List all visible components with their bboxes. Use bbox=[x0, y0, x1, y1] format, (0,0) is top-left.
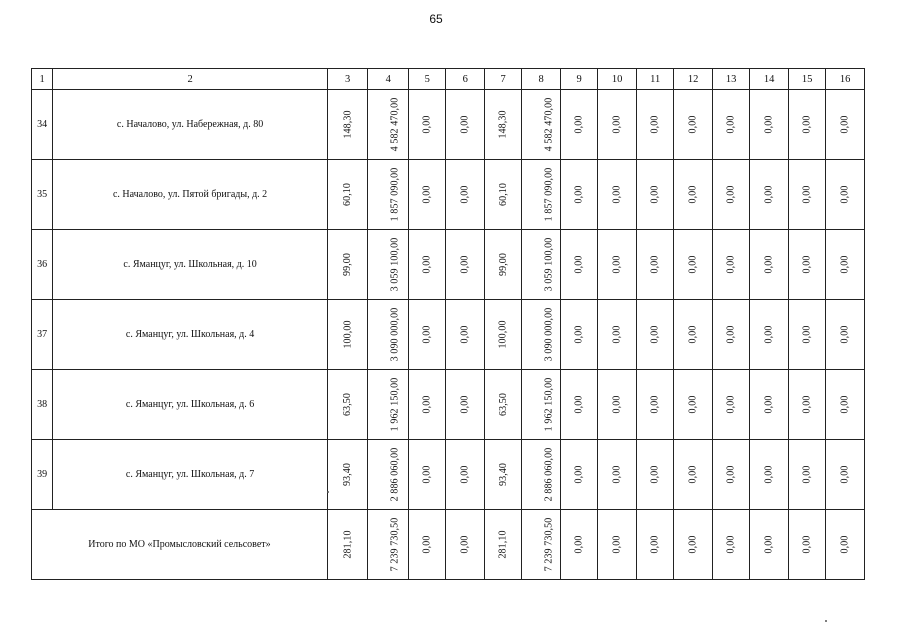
value-cell-col-3 bbox=[327, 230, 368, 300]
value-text: 4 582 470,00 bbox=[543, 97, 555, 152]
value-cell-col-14 bbox=[750, 160, 789, 230]
table-row bbox=[32, 230, 865, 300]
value-text: 0,00 bbox=[687, 465, 699, 484]
value-cell-col-10 bbox=[598, 160, 637, 230]
row-index: 34 bbox=[32, 90, 53, 160]
value-text: 93,40 bbox=[342, 463, 354, 486]
value-cell-col-8 bbox=[522, 160, 561, 230]
value-text: 148,30 bbox=[342, 110, 354, 139]
value-cell-col-4 bbox=[368, 160, 409, 230]
value-text: 0,00 bbox=[725, 255, 737, 274]
total-value-cell-col-16 bbox=[826, 510, 865, 580]
column-header-15: 15 bbox=[788, 69, 825, 90]
value-text: 148,30 bbox=[497, 110, 509, 139]
value-cell-col-13 bbox=[712, 90, 749, 160]
total-value-cell-col-15 bbox=[788, 510, 825, 580]
value-cell-col-10 bbox=[598, 440, 637, 510]
value-text: 0,00 bbox=[573, 325, 585, 344]
value-cell-col-6 bbox=[446, 440, 485, 510]
table-row bbox=[32, 370, 865, 440]
value-text: 99,00 bbox=[342, 253, 354, 276]
value-cell-col-14 bbox=[750, 300, 789, 370]
value-text: 0,00 bbox=[687, 115, 699, 134]
value-cell-col-11 bbox=[636, 160, 673, 230]
value-cell-col-9 bbox=[560, 300, 597, 370]
value-cell-col-9 bbox=[560, 90, 597, 160]
column-header-12: 12 bbox=[674, 69, 713, 90]
value-cell-col-8 bbox=[522, 300, 561, 370]
value-cell-col-5 bbox=[408, 440, 445, 510]
value-cell-col-5 bbox=[408, 370, 445, 440]
value-text: 0,00 bbox=[421, 115, 433, 134]
header-row bbox=[32, 69, 865, 90]
total-label: Итого по МО «Промысловский сельсовет» bbox=[32, 510, 328, 580]
value-text: 1 962 150,00 bbox=[389, 377, 401, 432]
value-cell-col-11 bbox=[636, 370, 673, 440]
row-address: с. Началово, ул. Набережная, д. 80 bbox=[53, 90, 328, 160]
value-text: 0,00 bbox=[459, 115, 471, 134]
value-text: 0,00 bbox=[725, 115, 737, 134]
value-text: 0,00 bbox=[459, 465, 471, 484]
value-text: 100,00 bbox=[342, 320, 354, 349]
value-cell-col-10 bbox=[598, 230, 637, 300]
value-cell-col-4 bbox=[368, 370, 409, 440]
value-text: 0,00 bbox=[763, 465, 775, 484]
value-text: 0,00 bbox=[763, 255, 775, 274]
value-cell-col-5 bbox=[408, 230, 445, 300]
value-cell-col-7 bbox=[484, 230, 521, 300]
total-value-text: 0,00 bbox=[725, 535, 737, 554]
value-cell-col-8 bbox=[522, 230, 561, 300]
value-text: 0,00 bbox=[649, 115, 661, 134]
value-text: 0,00 bbox=[611, 185, 623, 204]
value-text: 0,00 bbox=[421, 185, 433, 204]
value-cell-col-12 bbox=[674, 160, 713, 230]
total-value-text: 0,00 bbox=[687, 535, 699, 554]
row-address: с. Яманцуг, ул. Школьная, д. 7 bbox=[53, 440, 328, 510]
value-text: 1 857 090,00 bbox=[389, 167, 401, 222]
total-value-text: 7 239 730,50 bbox=[389, 517, 401, 572]
value-cell-col-16 bbox=[826, 440, 865, 510]
value-text: 0,00 bbox=[649, 395, 661, 414]
value-cell-col-16 bbox=[826, 230, 865, 300]
column-header-13: 13 bbox=[712, 69, 749, 90]
value-text: 0,00 bbox=[611, 255, 623, 274]
value-cell-col-6 bbox=[446, 230, 485, 300]
total-value-cell-col-13 bbox=[712, 510, 749, 580]
column-header-1: 1 bbox=[32, 69, 53, 90]
value-text: 0,00 bbox=[801, 395, 813, 414]
value-cell-col-15 bbox=[788, 230, 825, 300]
value-cell-col-4 bbox=[368, 90, 409, 160]
value-cell-col-8 bbox=[522, 370, 561, 440]
column-header-5: 5 bbox=[408, 69, 445, 90]
value-cell-col-8 bbox=[522, 90, 561, 160]
value-cell-col-11 bbox=[636, 230, 673, 300]
page-number: 65 bbox=[429, 12, 443, 26]
value-text: 0,00 bbox=[611, 465, 623, 484]
total-value-cell-col-10 bbox=[598, 510, 637, 580]
value-text: 63,50 bbox=[497, 393, 509, 416]
value-cell-col-12 bbox=[674, 440, 713, 510]
value-text: 0,00 bbox=[649, 465, 661, 484]
column-header-8: 8 bbox=[522, 69, 561, 90]
value-cell-col-14 bbox=[750, 370, 789, 440]
row-index: 36 bbox=[32, 230, 53, 300]
value-cell-col-3 bbox=[327, 90, 368, 160]
column-header-7: 7 bbox=[484, 69, 521, 90]
value-cell-col-16 bbox=[826, 370, 865, 440]
value-cell-col-14 bbox=[750, 230, 789, 300]
value-text: 0,00 bbox=[839, 325, 851, 344]
value-cell-col-12 bbox=[674, 90, 713, 160]
total-value-cell-col-6 bbox=[446, 510, 485, 580]
value-cell-col-9 bbox=[560, 440, 597, 510]
total-value-cell-col-11 bbox=[636, 510, 673, 580]
total-value-text: 281,10 bbox=[497, 530, 509, 559]
value-text: 0,00 bbox=[611, 395, 623, 414]
value-cell-col-7 bbox=[484, 440, 521, 510]
total-value-cell-col-12 bbox=[674, 510, 713, 580]
value-cell-col-3 bbox=[327, 440, 368, 510]
value-text: 0,00 bbox=[725, 325, 737, 344]
column-header-3: 3 bbox=[327, 69, 368, 90]
value-text: 1 857 090,00 bbox=[543, 167, 555, 222]
total-value-text: 0,00 bbox=[573, 535, 585, 554]
value-text: 0,00 bbox=[801, 325, 813, 344]
value-cell-col-10 bbox=[598, 90, 637, 160]
table-body bbox=[32, 90, 865, 580]
value-text: 0,00 bbox=[649, 185, 661, 204]
total-value-cell-col-9 bbox=[560, 510, 597, 580]
column-header-11: 11 bbox=[636, 69, 673, 90]
value-text: 0,00 bbox=[839, 115, 851, 134]
row-index: 38 bbox=[32, 370, 53, 440]
value-text: 0,00 bbox=[459, 325, 471, 344]
value-text: 0,00 bbox=[839, 395, 851, 414]
value-cell-col-5 bbox=[408, 160, 445, 230]
value-text: 3 059 100,00 bbox=[389, 237, 401, 292]
value-cell-col-5 bbox=[408, 90, 445, 160]
value-text: 0,00 bbox=[687, 395, 699, 414]
row-address: с. Яманцуг, ул. Школьная, д. 10 bbox=[53, 230, 328, 300]
value-cell-col-13 bbox=[712, 160, 749, 230]
total-value-cell-col-3 bbox=[327, 510, 368, 580]
total-value-text: 281,10 bbox=[342, 530, 354, 559]
value-cell-col-15 bbox=[788, 440, 825, 510]
total-value-cell-col-14 bbox=[750, 510, 789, 580]
value-text: 0,00 bbox=[687, 325, 699, 344]
value-cell-col-13 bbox=[712, 370, 749, 440]
value-text: 3 090 000,00 bbox=[389, 307, 401, 362]
total-value-cell-col-8 bbox=[522, 510, 561, 580]
value-cell-col-11 bbox=[636, 440, 673, 510]
value-cell-col-13 bbox=[712, 440, 749, 510]
value-text: 0,00 bbox=[573, 255, 585, 274]
value-cell-col-11 bbox=[636, 90, 673, 160]
value-text: 0,00 bbox=[763, 325, 775, 344]
value-cell-col-6 bbox=[446, 300, 485, 370]
value-cell-col-4 bbox=[368, 300, 409, 370]
value-cell-col-3 bbox=[327, 160, 368, 230]
value-text: 1 962 150,00 bbox=[543, 377, 555, 432]
value-cell-col-14 bbox=[750, 440, 789, 510]
value-text: 2 886 060,00 bbox=[543, 447, 555, 502]
value-text: 0,00 bbox=[763, 115, 775, 134]
value-cell-col-6 bbox=[446, 370, 485, 440]
column-header-9: 9 bbox=[560, 69, 597, 90]
value-text: 0,00 bbox=[687, 185, 699, 204]
value-text: 0,00 bbox=[421, 325, 433, 344]
value-text: 99,00 bbox=[497, 253, 509, 276]
total-value-text: 0,00 bbox=[611, 535, 623, 554]
value-cell-col-12 bbox=[674, 230, 713, 300]
value-cell-col-15 bbox=[788, 370, 825, 440]
total-value-text: 0,00 bbox=[459, 535, 471, 554]
value-cell-col-7 bbox=[484, 160, 521, 230]
value-text: 0,00 bbox=[763, 395, 775, 414]
value-cell-col-16 bbox=[826, 300, 865, 370]
value-text: 0,00 bbox=[839, 465, 851, 484]
value-text: 0,00 bbox=[573, 115, 585, 134]
value-text: 0,00 bbox=[839, 185, 851, 204]
value-cell-col-12 bbox=[674, 370, 713, 440]
value-cell-col-14 bbox=[750, 90, 789, 160]
value-cell-col-9 bbox=[560, 230, 597, 300]
value-text: 0,00 bbox=[459, 255, 471, 274]
row-index: 35 bbox=[32, 160, 53, 230]
value-cell-col-10 bbox=[598, 300, 637, 370]
scan-speck bbox=[825, 620, 827, 622]
value-text: 0,00 bbox=[611, 115, 623, 134]
total-value-text: 0,00 bbox=[763, 535, 775, 554]
value-text: 0,00 bbox=[459, 395, 471, 414]
value-text: 0,00 bbox=[573, 465, 585, 484]
value-cell-col-15 bbox=[788, 300, 825, 370]
value-cell-col-13 bbox=[712, 230, 749, 300]
value-text: 4 582 470,00 bbox=[389, 97, 401, 152]
value-text: 3 059 100,00 bbox=[543, 237, 555, 292]
row-address: с. Началово, ул. Пятой бригады, д. 2 bbox=[53, 160, 328, 230]
total-value-text: 0,00 bbox=[421, 535, 433, 554]
column-header-6: 6 bbox=[446, 69, 485, 90]
column-header-10: 10 bbox=[598, 69, 637, 90]
total-row bbox=[32, 510, 865, 580]
value-text: 0,00 bbox=[421, 255, 433, 274]
table-row bbox=[32, 90, 865, 160]
value-cell-col-7 bbox=[484, 90, 521, 160]
value-cell-col-5 bbox=[408, 300, 445, 370]
value-text: 0,00 bbox=[801, 465, 813, 484]
value-text: 0,00 bbox=[649, 325, 661, 344]
value-text: 0,00 bbox=[801, 115, 813, 134]
value-text: 3 090 000,00 bbox=[543, 307, 555, 362]
value-text: 63,50 bbox=[342, 393, 354, 416]
value-cell-col-3 bbox=[327, 370, 368, 440]
value-text: 0,00 bbox=[725, 465, 737, 484]
value-cell-col-10 bbox=[598, 370, 637, 440]
total-value-cell-col-5 bbox=[408, 510, 445, 580]
data-table bbox=[31, 68, 865, 580]
value-text: 0,00 bbox=[763, 185, 775, 204]
table-row bbox=[32, 160, 865, 230]
table-row bbox=[32, 440, 865, 510]
value-text: 2 886 060,00 bbox=[389, 447, 401, 502]
value-cell-col-9 bbox=[560, 160, 597, 230]
column-header-2: 2 bbox=[53, 69, 328, 90]
value-cell-col-6 bbox=[446, 160, 485, 230]
value-text: 60,10 bbox=[497, 183, 509, 206]
value-cell-col-16 bbox=[826, 90, 865, 160]
total-value-cell-col-4 bbox=[368, 510, 409, 580]
value-text: 0,00 bbox=[573, 395, 585, 414]
value-text: 0,00 bbox=[421, 465, 433, 484]
value-cell-col-13 bbox=[712, 300, 749, 370]
value-text: 0,00 bbox=[839, 255, 851, 274]
value-text: 0,00 bbox=[421, 395, 433, 414]
value-text: 0,00 bbox=[725, 395, 737, 414]
row-address: с. Яманцуг, ул. Школьная, д. 6 bbox=[53, 370, 328, 440]
total-value-text: 0,00 bbox=[649, 535, 661, 554]
row-address: с. Яманцуг, ул. Школьная, д. 4 bbox=[53, 300, 328, 370]
total-value-text: 0,00 bbox=[801, 535, 813, 554]
value-cell-col-7 bbox=[484, 300, 521, 370]
value-text: 100,00 bbox=[497, 320, 509, 349]
value-text: 0,00 bbox=[801, 255, 813, 274]
column-header-16: 16 bbox=[826, 69, 865, 90]
value-cell-col-7 bbox=[484, 370, 521, 440]
value-cell-col-4 bbox=[368, 440, 409, 510]
total-value-text: 7 239 730,50 bbox=[543, 517, 555, 572]
value-text: 0,00 bbox=[649, 255, 661, 274]
value-cell-col-12 bbox=[674, 300, 713, 370]
row-index: 39 bbox=[32, 440, 53, 510]
row-index: 37 bbox=[32, 300, 53, 370]
table-row bbox=[32, 300, 865, 370]
column-header-14: 14 bbox=[750, 69, 789, 90]
value-cell-col-8 bbox=[522, 440, 561, 510]
value-text: 0,00 bbox=[459, 185, 471, 204]
value-cell-col-16 bbox=[826, 160, 865, 230]
value-cell-col-4 bbox=[368, 230, 409, 300]
value-text: 60,10 bbox=[342, 183, 354, 206]
value-text: 0,00 bbox=[611, 325, 623, 344]
value-cell-col-9 bbox=[560, 370, 597, 440]
value-text: 93,40 bbox=[497, 463, 509, 486]
scan-speck bbox=[327, 491, 329, 493]
value-cell-col-15 bbox=[788, 90, 825, 160]
value-text: 0,00 bbox=[573, 185, 585, 204]
total-value-cell-col-7 bbox=[484, 510, 521, 580]
value-cell-col-3 bbox=[327, 300, 368, 370]
value-cell-col-6 bbox=[446, 90, 485, 160]
value-text: 0,00 bbox=[801, 185, 813, 204]
value-text: 0,00 bbox=[687, 255, 699, 274]
column-header-4: 4 bbox=[368, 69, 409, 90]
total-value-text: 0,00 bbox=[839, 535, 851, 554]
value-text: 0,00 bbox=[725, 185, 737, 204]
value-cell-col-11 bbox=[636, 300, 673, 370]
value-cell-col-15 bbox=[788, 160, 825, 230]
